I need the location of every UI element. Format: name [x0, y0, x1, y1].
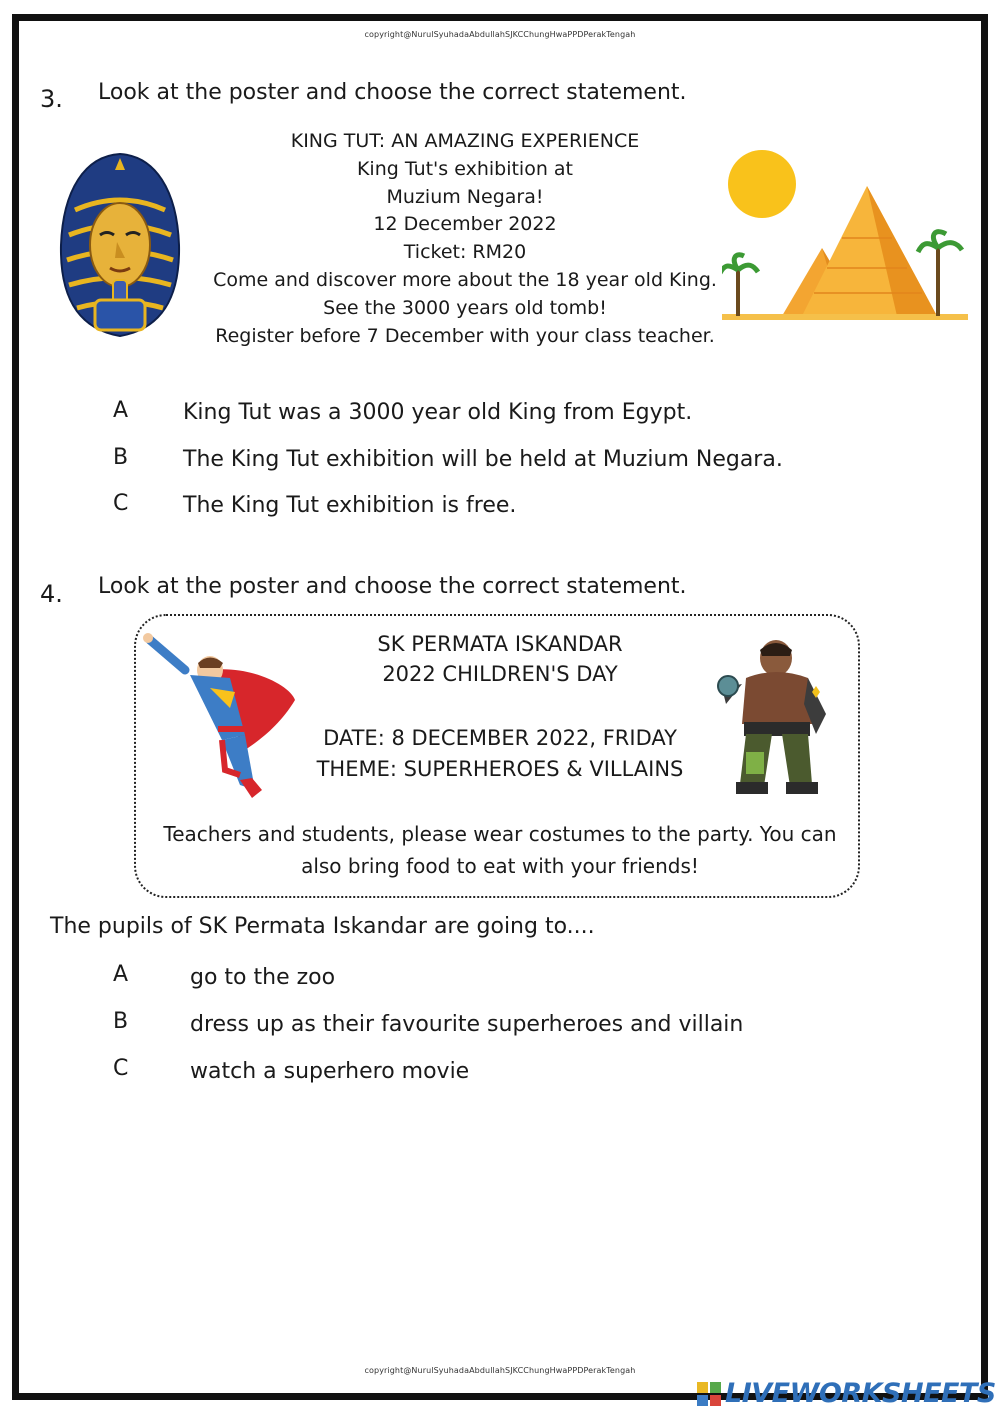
option-3a-text[interactable]: King Tut was a 3000 year old King from Egypt.	[183, 400, 693, 425]
option-4a-text[interactable]: go to the zoo	[190, 965, 336, 990]
liveworksheets-wordmark: LIVEWORKSHEETS	[725, 1378, 996, 1409]
question-3-prompt: Look at the poster and choose the correct statement.	[98, 80, 687, 105]
villain-image	[716, 634, 838, 802]
option-4c-letter: C	[113, 1056, 129, 1081]
poster2-theme: THEME: SUPERHEROES & VILLAINS	[316, 757, 684, 781]
option-3b-text[interactable]: The King Tut exhibition will be held at Muzium Negara.	[183, 447, 783, 472]
question-4-prompt: Look at the poster and choose the correct statement.	[98, 574, 687, 599]
poster-line: See the 3000 years old tomb!	[323, 296, 607, 319]
option-4b-text[interactable]: dress up as their favourite superheroes and villain	[190, 1012, 744, 1037]
liveworksheets-grid-icon	[696, 1381, 722, 1407]
option-3c-text[interactable]: The King Tut exhibition is free.	[183, 493, 517, 518]
option-3b-letter: B	[113, 445, 129, 470]
question-3-number: 3.	[40, 85, 63, 113]
poster2-date: DATE: 8 DECEMBER 2022, FRIDAY	[323, 726, 677, 750]
copyright-bottom: copyright@NurulSyuhadaAbdullahSJKCChungHwaPPDPerakTengah	[364, 1366, 636, 1375]
poster2-school: SK PERMATA ISKANDAR	[377, 632, 623, 656]
poster-king-tut	[200, 128, 730, 350]
poster-line: Ticket: RM20	[403, 241, 527, 264]
superhero-image	[140, 630, 300, 800]
copyright-top: copyright@NurulSyuhadaAbdullahSJKCChungHwaPPDPerakTengah	[364, 30, 636, 39]
pharaoh-mask-image	[55, 150, 185, 340]
poster-line: Come and discover more about the 18 year old King.	[213, 268, 717, 291]
option-4c-text[interactable]: watch a superhero movie	[190, 1059, 470, 1084]
pyramids-image	[722, 148, 968, 324]
question-4-stem: The pupils of SK Permata Iskandar are going to....	[50, 914, 595, 939]
option-4a-letter: A	[113, 962, 129, 987]
question-4-number: 4.	[40, 580, 63, 608]
poster2-body: Teachers and students, please wear costumes to the party. You can also bring food to eat with your friends!	[163, 822, 837, 878]
poster-line: Register before 7 December with your class teacher.	[215, 324, 715, 347]
poster-line: KING TUT: AN AMAZING EXPERIENCE	[290, 130, 640, 152]
option-4b-letter: B	[113, 1009, 129, 1034]
option-3a-letter: A	[113, 398, 129, 423]
option-3c-letter: C	[113, 491, 129, 516]
liveworksheets-logo	[696, 1378, 996, 1409]
poster-line: Muzium Negara!	[386, 185, 544, 208]
poster-line: King Tut's exhibition at	[356, 157, 574, 180]
poster-line: 12 December 2022	[373, 213, 557, 236]
poster2-event: 2022 CHILDREN'S DAY	[382, 662, 618, 686]
